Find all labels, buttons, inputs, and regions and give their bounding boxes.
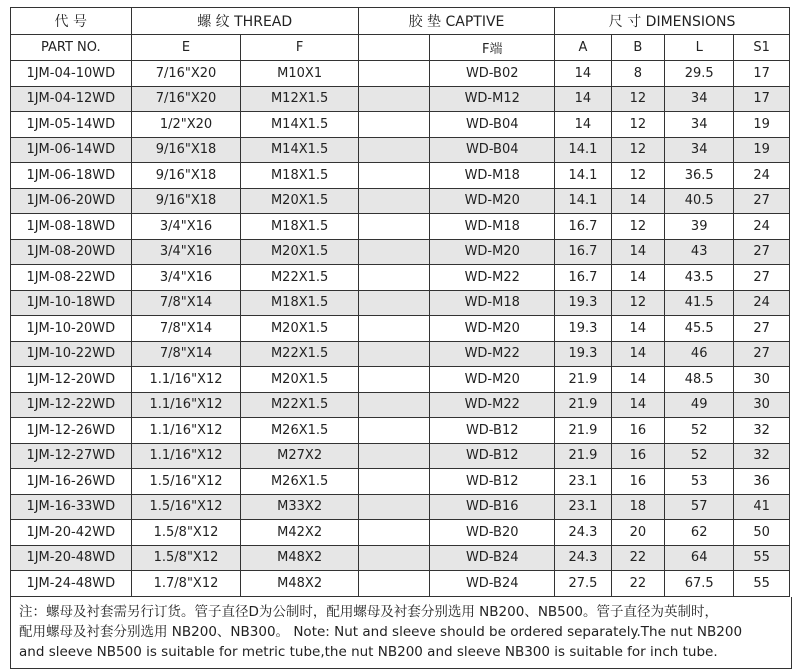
cell-l: 52 bbox=[665, 443, 734, 469]
cell-blank bbox=[358, 61, 429, 87]
cell-e: 1.1/16"X12 bbox=[131, 443, 241, 469]
cell-blank bbox=[358, 392, 429, 418]
cell-blank bbox=[358, 290, 429, 316]
cell-e: 7/16"X20 bbox=[131, 61, 241, 87]
cell-s1: 17 bbox=[734, 86, 790, 112]
table-row bbox=[11, 61, 790, 87]
table-row bbox=[11, 392, 790, 418]
cell-l: 53 bbox=[665, 469, 734, 495]
cell-part: 1JM-10-22WD bbox=[11, 341, 132, 367]
cell-blank bbox=[358, 545, 429, 571]
cell-f: M42X2 bbox=[241, 520, 358, 546]
cell-blank bbox=[358, 112, 429, 138]
table-row bbox=[11, 316, 790, 342]
cell-blank bbox=[358, 469, 429, 495]
cell-l: 29.5 bbox=[665, 61, 734, 87]
cell-s1: 27 bbox=[734, 239, 790, 265]
cell-part: 1JM-05-14WD bbox=[11, 112, 132, 138]
cell-captive: WD-M18 bbox=[430, 163, 555, 189]
cell-s1: 27 bbox=[734, 265, 790, 291]
header-part-cn: 代 号 bbox=[11, 8, 132, 35]
cell-l: 62 bbox=[665, 520, 734, 546]
cell-captive: WD-B12 bbox=[430, 443, 555, 469]
cell-s1: 50 bbox=[734, 520, 790, 546]
cell-f: M20X1.5 bbox=[241, 188, 358, 214]
cell-b: 12 bbox=[611, 112, 664, 138]
cell-part: 1JM-08-22WD bbox=[11, 265, 132, 291]
cell-e: 1.1/16"X12 bbox=[131, 392, 241, 418]
cell-blank bbox=[358, 86, 429, 112]
cell-b: 14 bbox=[611, 239, 664, 265]
header-col-b: B bbox=[611, 35, 664, 61]
cell-e: 7/16"X20 bbox=[131, 86, 241, 112]
cell-a: 21.9 bbox=[555, 367, 612, 393]
cell-e: 3/4"X16 bbox=[131, 214, 241, 240]
footnote-line-3: and sleeve NB500 is suitable for metric tube,the nut NB200 and sleeve NB300 is suitable for inch tube. bbox=[19, 643, 718, 660]
cell-s1: 32 bbox=[734, 418, 790, 444]
cell-e: 7/8"X14 bbox=[131, 290, 241, 316]
cell-l: 49 bbox=[665, 392, 734, 418]
table-row bbox=[11, 265, 790, 291]
table-row bbox=[11, 214, 790, 240]
cell-blank bbox=[358, 571, 429, 597]
cell-a: 24.3 bbox=[555, 520, 612, 546]
cell-e: 9/16"X18 bbox=[131, 188, 241, 214]
cell-f: M18X1.5 bbox=[241, 163, 358, 189]
table-row bbox=[11, 494, 790, 520]
cell-a: 19.3 bbox=[555, 341, 612, 367]
cell-blank bbox=[358, 163, 429, 189]
cell-f: M20X1.5 bbox=[241, 367, 358, 393]
header-col-e: E bbox=[131, 35, 241, 61]
cell-b: 14 bbox=[611, 316, 664, 342]
cell-l: 52 bbox=[665, 418, 734, 444]
cell-s1: 27 bbox=[734, 341, 790, 367]
cell-a: 19.3 bbox=[555, 290, 612, 316]
cell-s1: 41 bbox=[734, 494, 790, 520]
cell-part: 1JM-12-22WD bbox=[11, 392, 132, 418]
cell-blank bbox=[358, 520, 429, 546]
cell-s1: 19 bbox=[734, 137, 790, 163]
cell-part: 1JM-10-20WD bbox=[11, 316, 132, 342]
cell-captive: WD-M18 bbox=[430, 214, 555, 240]
cell-captive: WD-B24 bbox=[430, 545, 555, 571]
table-row bbox=[11, 163, 790, 189]
cell-a: 23.1 bbox=[555, 494, 612, 520]
cell-l: 46 bbox=[665, 341, 734, 367]
table-row bbox=[11, 112, 790, 138]
cell-e: 1.1/16"X12 bbox=[131, 367, 241, 393]
cell-a: 14.1 bbox=[555, 137, 612, 163]
cell-part: 1JM-04-12WD bbox=[11, 86, 132, 112]
cell-f: M33X2 bbox=[241, 494, 358, 520]
table-row bbox=[11, 341, 790, 367]
header-captive: 胶 垫 CAPTIVE bbox=[358, 8, 554, 35]
cell-f: M48X2 bbox=[241, 571, 358, 597]
cell-b: 12 bbox=[611, 290, 664, 316]
cell-s1: 27 bbox=[734, 188, 790, 214]
cell-e: 1.1/16"X12 bbox=[131, 418, 241, 444]
cell-captive: WD-B12 bbox=[430, 469, 555, 495]
cell-a: 14 bbox=[555, 61, 612, 87]
table-body bbox=[11, 8, 790, 597]
cell-blank bbox=[358, 418, 429, 444]
cell-part: 1JM-10-18WD bbox=[11, 290, 132, 316]
cell-a: 14.1 bbox=[555, 188, 612, 214]
cell-l: 40.5 bbox=[665, 188, 734, 214]
cell-a: 14.1 bbox=[555, 163, 612, 189]
cell-captive: WD-M18 bbox=[430, 290, 555, 316]
cell-a: 21.9 bbox=[555, 443, 612, 469]
cell-s1: 30 bbox=[734, 367, 790, 393]
cell-f: M20X1.5 bbox=[241, 316, 358, 342]
cell-b: 12 bbox=[611, 163, 664, 189]
cell-captive: WD-M22 bbox=[430, 341, 555, 367]
cell-part: 1JM-20-48WD bbox=[11, 545, 132, 571]
cell-l: 43.5 bbox=[665, 265, 734, 291]
table-row bbox=[11, 443, 790, 469]
header-col-s1: S1 bbox=[734, 35, 790, 61]
cell-captive: WD-M20 bbox=[430, 188, 555, 214]
cell-captive: WD-B16 bbox=[430, 494, 555, 520]
cell-f: M27X2 bbox=[241, 443, 358, 469]
cell-a: 21.9 bbox=[555, 392, 612, 418]
cell-l: 67.5 bbox=[665, 571, 734, 597]
cell-f: M14X1.5 bbox=[241, 137, 358, 163]
cell-blank bbox=[358, 367, 429, 393]
cell-a: 16.7 bbox=[555, 265, 612, 291]
header-thread: 螺 纹 THREAD bbox=[131, 8, 358, 35]
cell-b: 8 bbox=[611, 61, 664, 87]
cell-a: 21.9 bbox=[555, 418, 612, 444]
footnote-line-2: 配用螺母及衬套分别选用 NB200、NB300。 Note: Nut and sleeve should be ordered separately.The nut NB200 bbox=[19, 623, 743, 640]
cell-part: 1JM-06-20WD bbox=[11, 188, 132, 214]
cell-b: 12 bbox=[611, 86, 664, 112]
cell-f: M22X1.5 bbox=[241, 392, 358, 418]
table-row bbox=[11, 520, 790, 546]
table-row bbox=[11, 571, 790, 597]
cell-f: M20X1.5 bbox=[241, 239, 358, 265]
cell-f: M22X1.5 bbox=[241, 265, 358, 291]
cell-captive: WD-B24 bbox=[430, 571, 555, 597]
cell-blank bbox=[358, 494, 429, 520]
cell-b: 14 bbox=[611, 265, 664, 291]
cell-l: 36.5 bbox=[665, 163, 734, 189]
header-col-a: A bbox=[555, 35, 612, 61]
table-row bbox=[11, 239, 790, 265]
spec-sheet bbox=[10, 7, 790, 669]
cell-s1: 27 bbox=[734, 316, 790, 342]
cell-e: 7/8"X14 bbox=[131, 316, 241, 342]
cell-a: 14 bbox=[555, 112, 612, 138]
cell-s1: 17 bbox=[734, 61, 790, 87]
cell-s1: 24 bbox=[734, 214, 790, 240]
cell-captive: WD-M12 bbox=[430, 86, 555, 112]
cell-captive: WD-B04 bbox=[430, 112, 555, 138]
footnote bbox=[10, 597, 792, 669]
table-row bbox=[11, 367, 790, 393]
cell-b: 14 bbox=[611, 341, 664, 367]
cell-f: M12X1.5 bbox=[241, 86, 358, 112]
table-row bbox=[11, 86, 790, 112]
cell-part: 1JM-12-20WD bbox=[11, 367, 132, 393]
cell-part: 1JM-06-18WD bbox=[11, 163, 132, 189]
cell-s1: 55 bbox=[734, 571, 790, 597]
cell-blank bbox=[358, 341, 429, 367]
cell-b: 12 bbox=[611, 214, 664, 240]
cell-s1: 32 bbox=[734, 443, 790, 469]
cell-part: 1JM-08-18WD bbox=[11, 214, 132, 240]
cell-f: M14X1.5 bbox=[241, 112, 358, 138]
cell-a: 23.1 bbox=[555, 469, 612, 495]
header-part-en: PART NO. bbox=[11, 35, 132, 61]
cell-f: M26X1.5 bbox=[241, 418, 358, 444]
cell-part: 1JM-16-26WD bbox=[11, 469, 132, 495]
header-col-blank bbox=[358, 35, 429, 61]
cell-b: 20 bbox=[611, 520, 664, 546]
cell-part: 1JM-16-33WD bbox=[11, 494, 132, 520]
table-row bbox=[11, 137, 790, 163]
cell-captive: WD-B02 bbox=[430, 61, 555, 87]
cell-a: 24.3 bbox=[555, 545, 612, 571]
cell-l: 34 bbox=[665, 86, 734, 112]
cell-e: 3/4"X16 bbox=[131, 265, 241, 291]
cell-s1: 19 bbox=[734, 112, 790, 138]
cell-b: 16 bbox=[611, 443, 664, 469]
cell-part: 1JM-12-26WD bbox=[11, 418, 132, 444]
cell-f: M22X1.5 bbox=[241, 341, 358, 367]
cell-e: 1.5/16"X12 bbox=[131, 469, 241, 495]
cell-b: 14 bbox=[611, 188, 664, 214]
cell-a: 16.7 bbox=[555, 214, 612, 240]
cell-e: 1.5/8"X12 bbox=[131, 545, 241, 571]
cell-blank bbox=[358, 265, 429, 291]
table-row bbox=[11, 290, 790, 316]
cell-part: 1JM-04-10WD bbox=[11, 61, 132, 87]
cell-e: 1.7/8"X12 bbox=[131, 571, 241, 597]
table-row bbox=[11, 188, 790, 214]
cell-part: 1JM-08-20WD bbox=[11, 239, 132, 265]
cell-blank bbox=[358, 443, 429, 469]
cell-s1: 24 bbox=[734, 290, 790, 316]
cell-captive: WD-B20 bbox=[430, 520, 555, 546]
cell-captive: WD-M20 bbox=[430, 367, 555, 393]
header-col-f: F bbox=[241, 35, 358, 61]
cell-e: 7/8"X14 bbox=[131, 341, 241, 367]
cell-f: M10X1 bbox=[241, 61, 358, 87]
cell-a: 19.3 bbox=[555, 316, 612, 342]
cell-f: M18X1.5 bbox=[241, 214, 358, 240]
cell-b: 22 bbox=[611, 571, 664, 597]
cell-blank bbox=[358, 137, 429, 163]
header-row-2 bbox=[11, 35, 790, 61]
cell-a: 16.7 bbox=[555, 239, 612, 265]
dimensions-table bbox=[10, 7, 790, 597]
cell-part: 1JM-24-48WD bbox=[11, 571, 132, 597]
cell-e: 3/4"X16 bbox=[131, 239, 241, 265]
header-col-fend: F端 bbox=[430, 35, 555, 61]
cell-f: M48X2 bbox=[241, 545, 358, 571]
cell-e: 9/16"X18 bbox=[131, 137, 241, 163]
cell-blank bbox=[358, 188, 429, 214]
cell-s1: 30 bbox=[734, 392, 790, 418]
cell-f: M18X1.5 bbox=[241, 290, 358, 316]
cell-l: 48.5 bbox=[665, 367, 734, 393]
cell-e: 1.5/16"X12 bbox=[131, 494, 241, 520]
cell-b: 22 bbox=[611, 545, 664, 571]
header-col-l: L bbox=[665, 35, 734, 61]
cell-captive: WD-M20 bbox=[430, 239, 555, 265]
cell-l: 34 bbox=[665, 112, 734, 138]
cell-a: 27.5 bbox=[555, 571, 612, 597]
cell-s1: 36 bbox=[734, 469, 790, 495]
cell-l: 57 bbox=[665, 494, 734, 520]
cell-captive: WD-B04 bbox=[430, 137, 555, 163]
cell-s1: 55 bbox=[734, 545, 790, 571]
header-dimensions: 尺 寸 DIMENSIONS bbox=[555, 8, 790, 35]
cell-part: 1JM-20-42WD bbox=[11, 520, 132, 546]
cell-blank bbox=[358, 316, 429, 342]
cell-part: 1JM-06-14WD bbox=[11, 137, 132, 163]
table-row bbox=[11, 418, 790, 444]
header-row-1 bbox=[11, 8, 790, 35]
cell-b: 12 bbox=[611, 137, 664, 163]
cell-captive: WD-M22 bbox=[430, 265, 555, 291]
cell-blank bbox=[358, 239, 429, 265]
cell-b: 18 bbox=[611, 494, 664, 520]
table-row bbox=[11, 545, 790, 571]
cell-l: 43 bbox=[665, 239, 734, 265]
cell-l: 45.5 bbox=[665, 316, 734, 342]
footnote-line-1: 注：螺母及衬套需另行订货。管子直径D为公制时，配用螺母及衬套分别选用 NB200、NB500。管子直径为英制时， bbox=[19, 603, 718, 620]
cell-b: 16 bbox=[611, 418, 664, 444]
cell-part: 1JM-12-27WD bbox=[11, 443, 132, 469]
cell-blank bbox=[358, 214, 429, 240]
cell-captive: WD-M22 bbox=[430, 392, 555, 418]
cell-captive: WD-M20 bbox=[430, 316, 555, 342]
cell-e: 9/16"X18 bbox=[131, 163, 241, 189]
cell-l: 39 bbox=[665, 214, 734, 240]
cell-e: 1.5/8"X12 bbox=[131, 520, 241, 546]
cell-b: 14 bbox=[611, 392, 664, 418]
cell-e: 1/2"X20 bbox=[131, 112, 241, 138]
cell-b: 14 bbox=[611, 367, 664, 393]
cell-f: M26X1.5 bbox=[241, 469, 358, 495]
cell-l: 34 bbox=[665, 137, 734, 163]
table-row bbox=[11, 469, 790, 495]
cell-l: 64 bbox=[665, 545, 734, 571]
cell-a: 14 bbox=[555, 86, 612, 112]
cell-b: 16 bbox=[611, 469, 664, 495]
cell-s1: 24 bbox=[734, 163, 790, 189]
cell-captive: WD-B12 bbox=[430, 418, 555, 444]
cell-l: 41.5 bbox=[665, 290, 734, 316]
